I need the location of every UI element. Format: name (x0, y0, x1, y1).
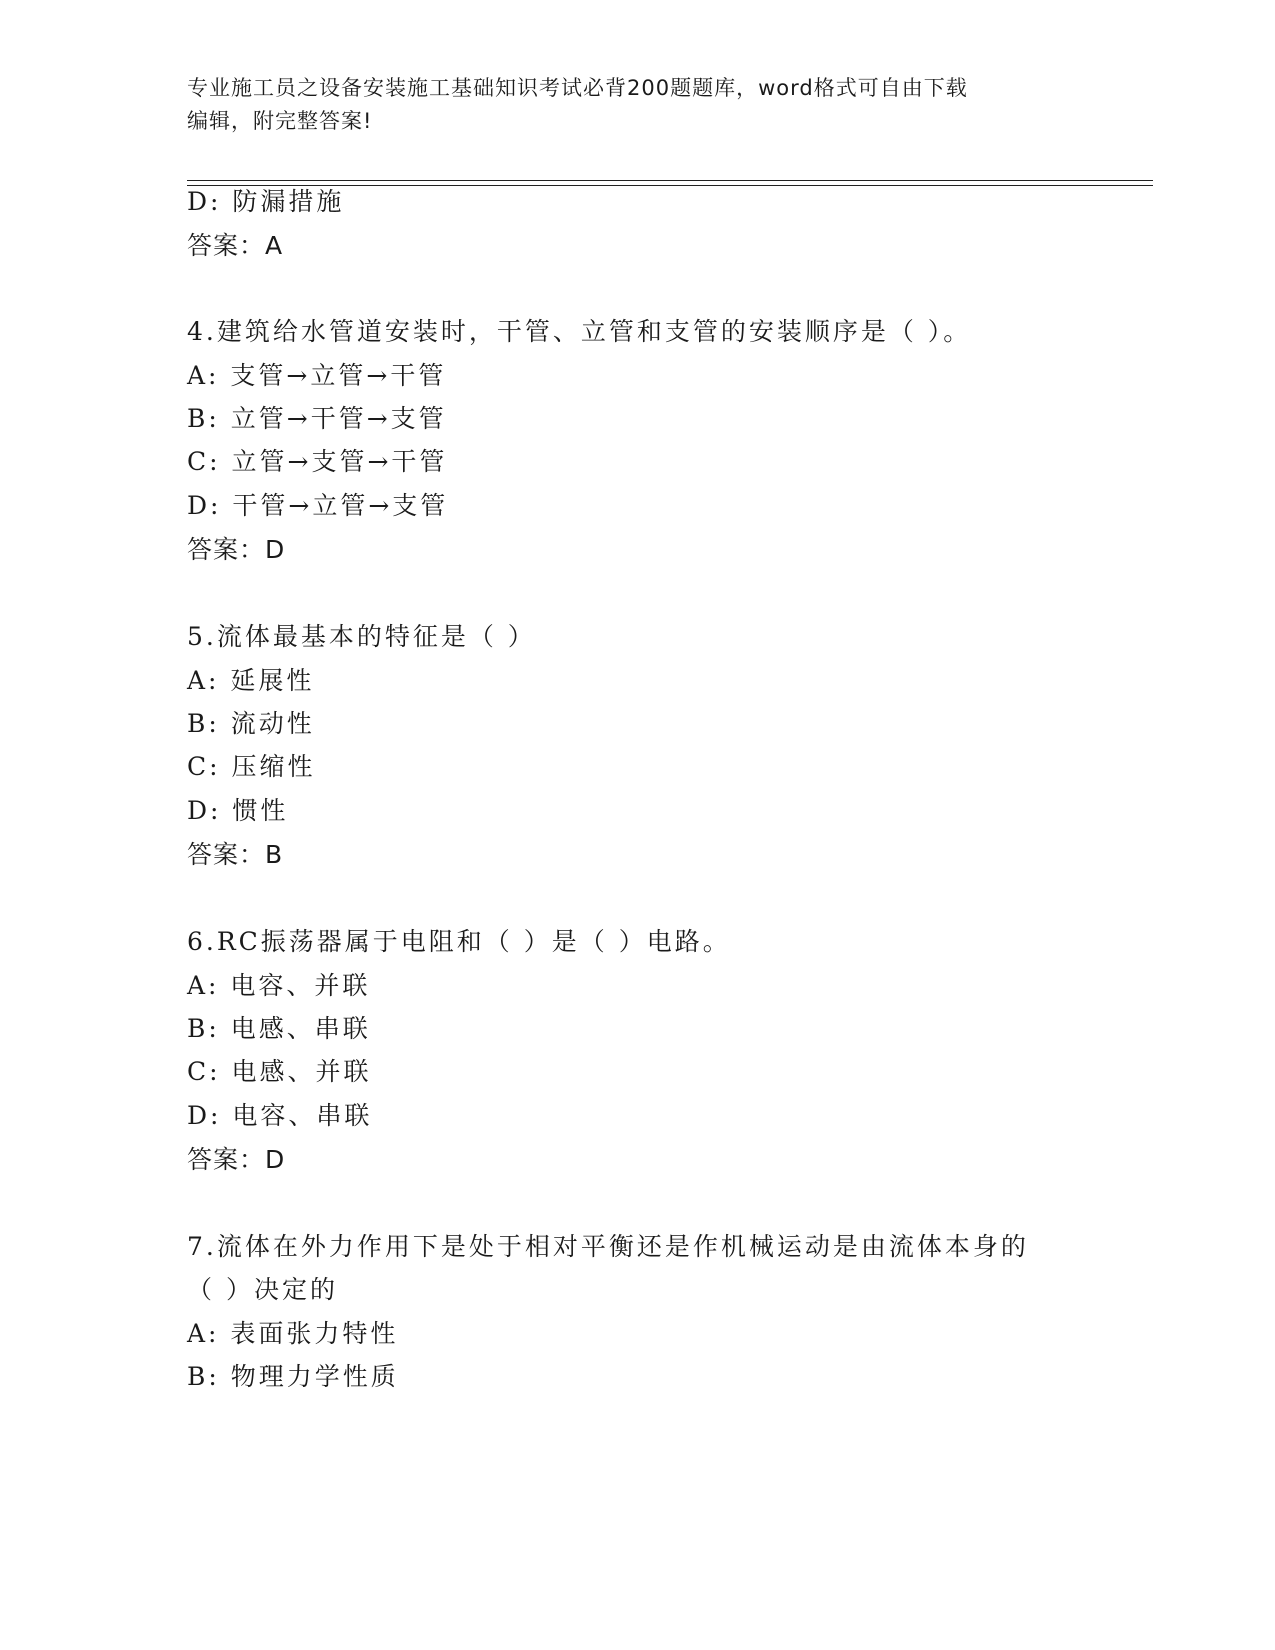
question-5-option-a: A: 延展性 (187, 666, 315, 695)
question-6-stem: 6.RC振荡器属于电阻和（ ）是（ ）电路。 (187, 927, 731, 956)
question-4-option-d: D: 干管→立管→支管 (187, 491, 449, 520)
question-4-option-c: C: 立管→支管→干管 (187, 447, 448, 476)
document-header (187, 72, 1067, 138)
question-4-option-b: B: 立管→干管→支管 (187, 404, 447, 433)
question-7-option-b: B: 物理力学性质 (187, 1362, 399, 1391)
header-title-line-1: 专业施工员之设备安装施工基础知识考试必背200题题库，word格式可自由下载 (187, 76, 968, 100)
question-6-option-c: C: 电感、并联 (187, 1057, 372, 1086)
question-6-option-a: A: 电容、并联 (187, 971, 371, 1000)
question-6-option-d: D: 电容、串联 (187, 1101, 373, 1130)
prev-answer: 答案：A (187, 231, 284, 260)
question-5-option-c: C: 压缩性 (187, 752, 316, 781)
header-divider-top (187, 180, 1153, 181)
question-6-answer: 答案：D (187, 1145, 286, 1174)
question-5-option-d: D: 惯性 (187, 796, 289, 825)
header-title-line-2: 编辑，附完整答案! (187, 109, 373, 133)
question-4-answer: 答案：D (187, 535, 286, 564)
question-6-option-b: B: 电感、串联 (187, 1014, 371, 1043)
question-5-option-b: B: 流动性 (187, 709, 315, 738)
question-7-stem-line-1: 7.流体在外力作用下是处于相对平衡还是作机械运动是由流体本身的 (187, 1232, 1029, 1261)
question-5-stem: 5.流体最基本的特征是（ ） (187, 622, 536, 651)
question-4-option-a: A: 支管→立管→干管 (187, 361, 447, 390)
question-4-stem: 4.建筑给水管道安装时，干管、立管和支管的安装顺序是（ ）。 (187, 317, 972, 346)
question-7-stem-line-2: （ ）决定的 (187, 1275, 338, 1304)
question-5-answer: 答案：B (187, 840, 284, 869)
prev-option-d: D: 防漏措施 (187, 187, 345, 216)
question-7-option-a: A: 表面张力特性 (187, 1319, 399, 1348)
